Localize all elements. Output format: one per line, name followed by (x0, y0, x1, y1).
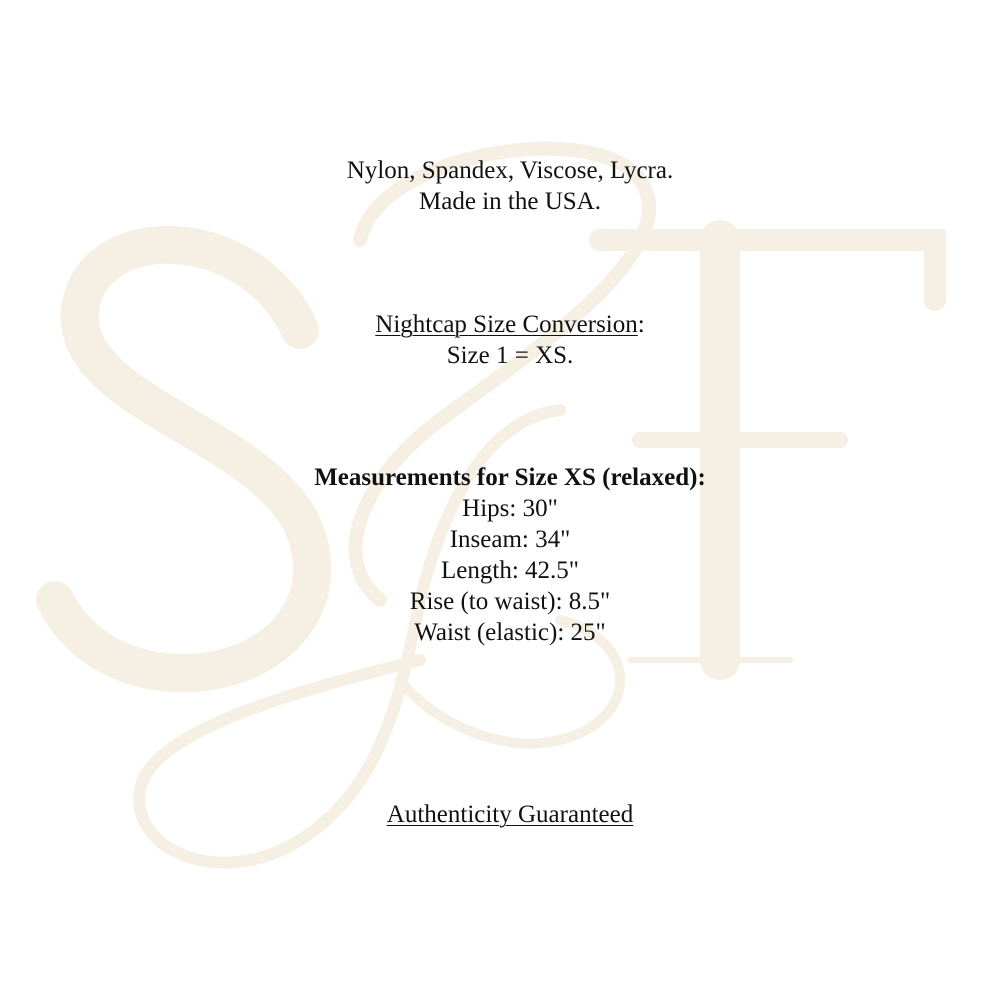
authenticity-guarantee-text: Authenticity Guaranteed (386, 801, 634, 828)
measurement-inseam: Inseam: 34" (449, 526, 571, 553)
size-conversion-heading-text: Nightcap Size Conversion (375, 311, 638, 338)
measurement-hips: Hips: 30" (462, 495, 558, 522)
fabric-composition: Nylon, Spandex, Viscose, Lycra. (346, 157, 674, 184)
size-conversion-heading-colon: : (637, 311, 645, 338)
measurement-length: Length: 42.5" (441, 557, 579, 584)
authenticity-guarantee (0, 800, 1000, 830)
country-of-origin: Made in the USA. (419, 188, 601, 215)
measurement-rise: Rise (to waist): 8.5" (409, 588, 611, 615)
size-conversion-value: Size 1 = XS. (446, 342, 574, 369)
measurement-waist: Waist (elastic): 25" (414, 619, 606, 646)
size-conversion-heading (0, 310, 1000, 340)
measurements-heading: Measurements for Size XS (relaxed): (314, 464, 706, 491)
